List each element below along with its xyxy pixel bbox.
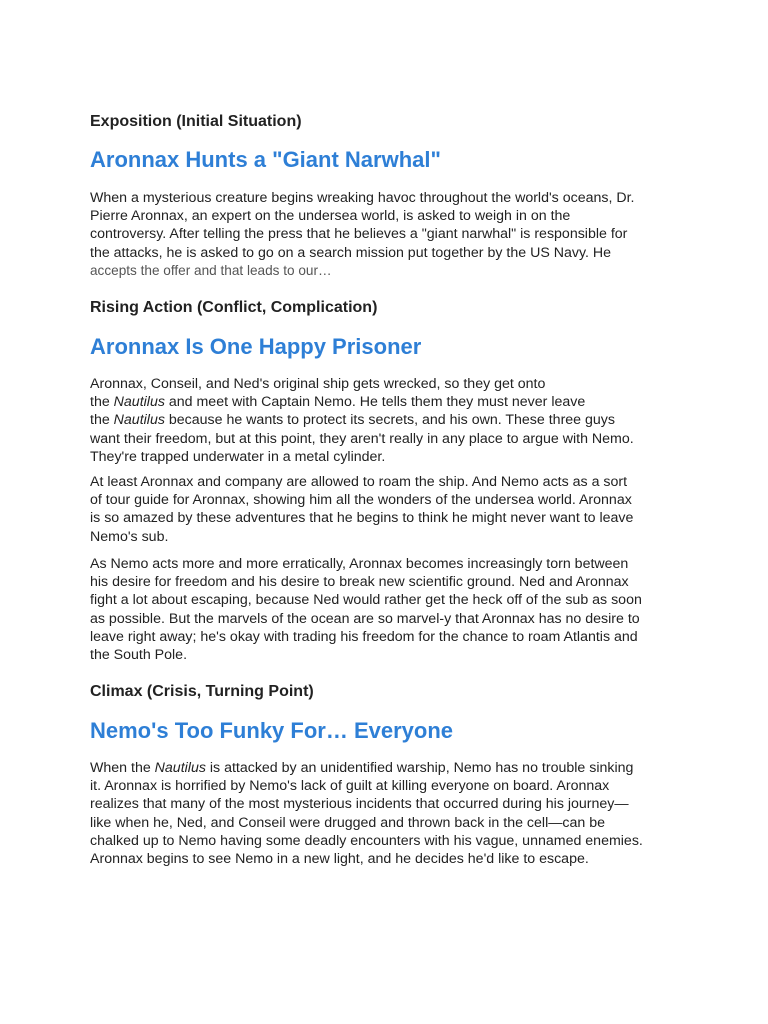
text-run: it. Aronnax is horrified by Nemo's lack of guilt at killing everyone on board. Aronnax (90, 778, 610, 795)
text-line (90, 814, 682, 832)
text-run: is attacked by an unidentified warship, Nemo has no trouble sinking (205, 760, 634, 776)
text-line (90, 850, 682, 868)
paragraph-rising-1 (90, 375, 682, 466)
text-line: as possible. But the marvels of the ocean are so marvel-y that Aronnax has no desire to (90, 610, 640, 627)
headline-nemo-funky: Nemo's Too Funky For… Everyone (90, 718, 453, 743)
paragraph-rising-3 (90, 555, 682, 664)
text-run: chalked up to Nemo having some deadly encounters with his vague, unnamed enemies. (90, 832, 643, 849)
text-line: of tour guide for Aronnax, showing him all the wonders of the undersea world. Aronnax (90, 492, 632, 509)
text-line: Pierre Aronnax, an expert on the undersea world, is asked to weigh in on the (90, 208, 571, 225)
section-label-climax: Climax (Crisis, Turning Point) (90, 683, 314, 700)
text-line: When a mysterious creature begins wreaking havoc throughout the world's oceans, Dr. (90, 190, 635, 206)
text-line (90, 448, 682, 466)
text-run: When the (90, 760, 155, 776)
text-line (90, 411, 682, 429)
text-run: because he wants to protect its secrets, and his own. These three guys (164, 412, 615, 429)
text-line (90, 375, 682, 393)
ship-name-nautilus: Nautilus (113, 394, 165, 411)
text-line (90, 759, 682, 777)
ship-name-nautilus: Nautilus (113, 412, 165, 429)
text-run: want their freedom, but at this point, they aren't really in any place to argue with Nemo. (90, 430, 634, 447)
text-line: As Nemo acts more and more erratically, Aronnax becomes increasingly torn between (90, 556, 629, 572)
section-label-exposition: Exposition (Initial Situation) (90, 113, 302, 130)
text-line: the South Pole. (90, 647, 188, 664)
headline-happy-prisoner: Aronnax Is One Happy Prisoner (90, 334, 422, 359)
section-label-rising-action: Rising Action (Conflict, Complication) (90, 299, 378, 316)
text-run: the (90, 394, 114, 411)
text-run: like when he, Ned, and Conseil were drugged and thrown back in the cell—can be (90, 814, 606, 831)
text-line (90, 832, 682, 850)
text-line: accepts the offer and that leads to our… (90, 262, 332, 278)
headline-giant-narwhal: Aronnax Hunts a "Giant Narwhal" (90, 147, 441, 172)
paragraph-climax (90, 759, 682, 868)
text-run: the (90, 412, 114, 429)
text-run: Aronnax, Conseil, and Ned's original ship gets wrecked, so they get onto (90, 376, 546, 392)
text-line (90, 777, 682, 795)
text-line: At least Aronnax and company are allowed to roam the ship. And Nemo acts as a sort (90, 474, 628, 490)
text-line: controversy. After telling the press that he believes a "giant narwhal" is responsible for (90, 226, 628, 243)
text-run: realizes that many of the most mysterious incidents that occurred during his journey— (90, 796, 629, 813)
text-line (90, 430, 682, 448)
text-run: and meet with Captain Nemo. He tells them they must never leave (164, 394, 586, 411)
text-line: leave right away; he's okay with trading his freedom for the chance to roam Atlantis and (90, 628, 638, 645)
text-line: is so amazed by these adventures that he begins to think he might never want to leave (90, 510, 634, 527)
text-line (90, 795, 682, 813)
text-line: Nemo's sub. (90, 528, 169, 545)
text-line: the attacks, he is asked to go on a search mission put together by the US Navy. He (90, 244, 612, 261)
text-line (90, 393, 682, 411)
text-line: his desire for freedom and his desire to break new scientific ground. Ned and Aronnax (90, 574, 629, 591)
paragraph-rising-2 (90, 473, 682, 546)
ship-name-nautilus: Nautilus (154, 760, 206, 776)
paragraph-exposition (90, 189, 682, 280)
text-line: fight a lot about escaping, because Ned would rather get the heck off of the sub as soon (90, 592, 642, 609)
text-run: They're trapped underwater in a metal cylinder. (90, 448, 386, 465)
text-run: Aronnax begins to see Nemo in a new light, and he decides he'd like to escape. (90, 851, 589, 868)
